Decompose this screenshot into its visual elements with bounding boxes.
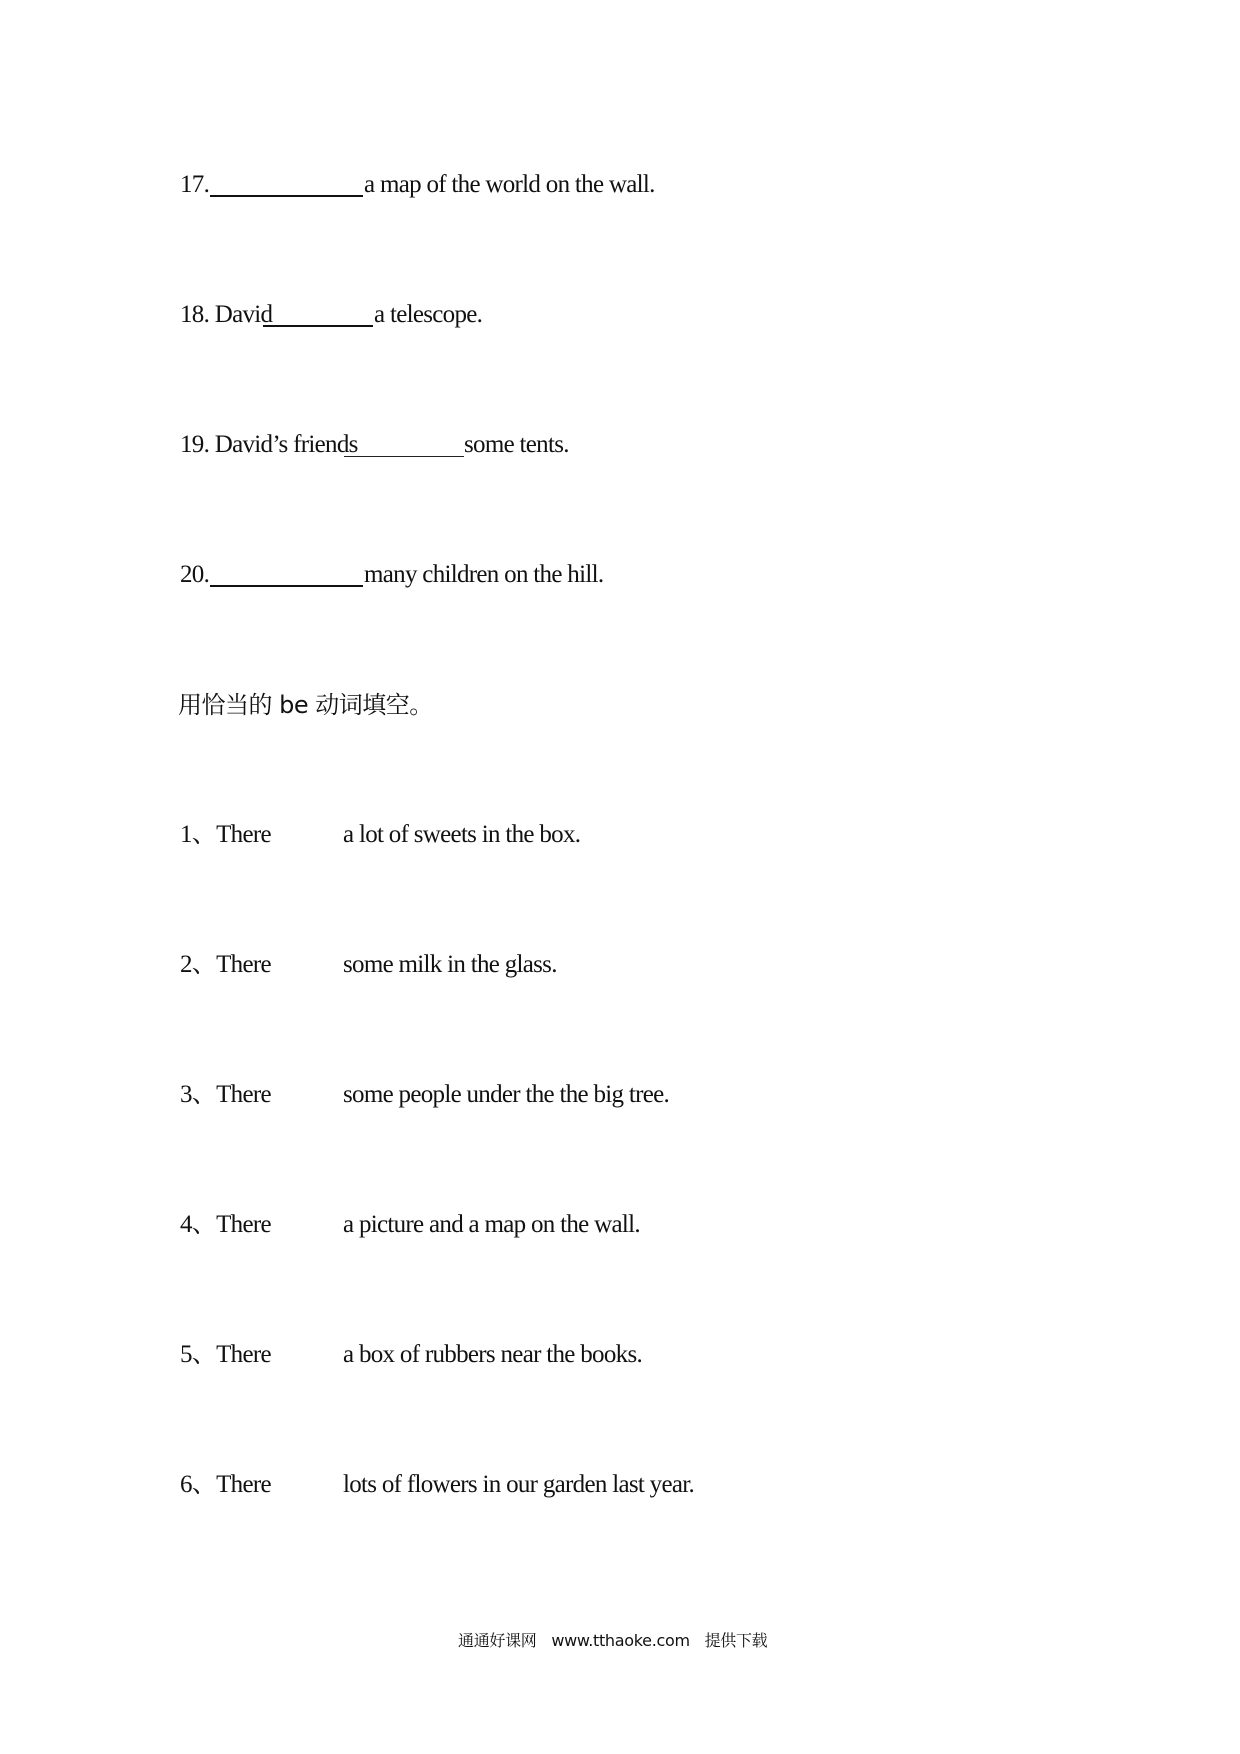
exercise-text: lots of flowers in our garden last year. — [343, 1471, 695, 1498]
exercise-text: a picture and a map on the wall. — [343, 1211, 640, 1238]
question-number: 19. — [180, 431, 210, 458]
exercise-number: 6、 — [180, 1471, 217, 1498]
exercise-number: 3、 — [180, 1081, 217, 1108]
footer-site-name: 通通好课网 — [458, 1631, 537, 1650]
exercise-text: a box of rubbers near the books. — [343, 1341, 643, 1368]
exercise-3 — [180, 1079, 271, 1111]
answer-blank-19[interactable] — [344, 456, 464, 457]
exercise-subject: There — [216, 1081, 271, 1108]
exercise-4 — [180, 1209, 271, 1241]
exercise-text: some people under the the big tree. — [343, 1081, 670, 1108]
question-number: 20. — [180, 561, 210, 588]
footer-note: 提供下载 — [704, 1631, 768, 1650]
exercise-1 — [180, 819, 271, 851]
exercise-subject: There — [216, 951, 271, 978]
exercise-subject: There — [216, 1211, 271, 1238]
exercise-5 — [180, 1339, 271, 1371]
exercise-2 — [180, 949, 271, 981]
section-heading: 用恰当的 be 动词填空。 — [178, 691, 433, 719]
question-text: many children on the hill. — [364, 561, 604, 588]
exercise-text: some milk in the glass. — [343, 951, 557, 978]
exercise-text: a lot of sweets in the box. — [343, 821, 581, 848]
exercise-subject: There — [216, 1341, 271, 1368]
exercise-subject: There — [216, 1471, 271, 1498]
answer-blank-18[interactable] — [263, 325, 373, 327]
question-20 — [180, 559, 209, 591]
question-19 — [180, 429, 358, 461]
answer-blank-20[interactable] — [210, 585, 363, 587]
exercise-number: 5、 — [180, 1341, 217, 1368]
question-number: 18. — [180, 301, 210, 328]
question-17 — [180, 169, 209, 201]
question-18 — [180, 299, 272, 331]
question-text: some tents. — [464, 431, 569, 458]
question-number: 17. — [180, 171, 210, 198]
question-prefix: David — [214, 301, 273, 328]
exercise-number: 1、 — [180, 821, 217, 848]
exercise-subject: There — [216, 821, 271, 848]
exercise-6 — [180, 1469, 271, 1501]
exercise-number: 4、 — [180, 1211, 217, 1238]
exercise-number: 2、 — [180, 951, 217, 978]
question-text: a map of the world on the wall. — [364, 171, 655, 198]
page-footer — [458, 1628, 777, 1651]
answer-blank-17[interactable] — [210, 195, 363, 197]
question-prefix: David’s friends — [214, 431, 358, 458]
question-text: a telescope. — [374, 301, 483, 328]
footer-url[interactable]: www.tthaoke.com — [551, 1631, 690, 1650]
